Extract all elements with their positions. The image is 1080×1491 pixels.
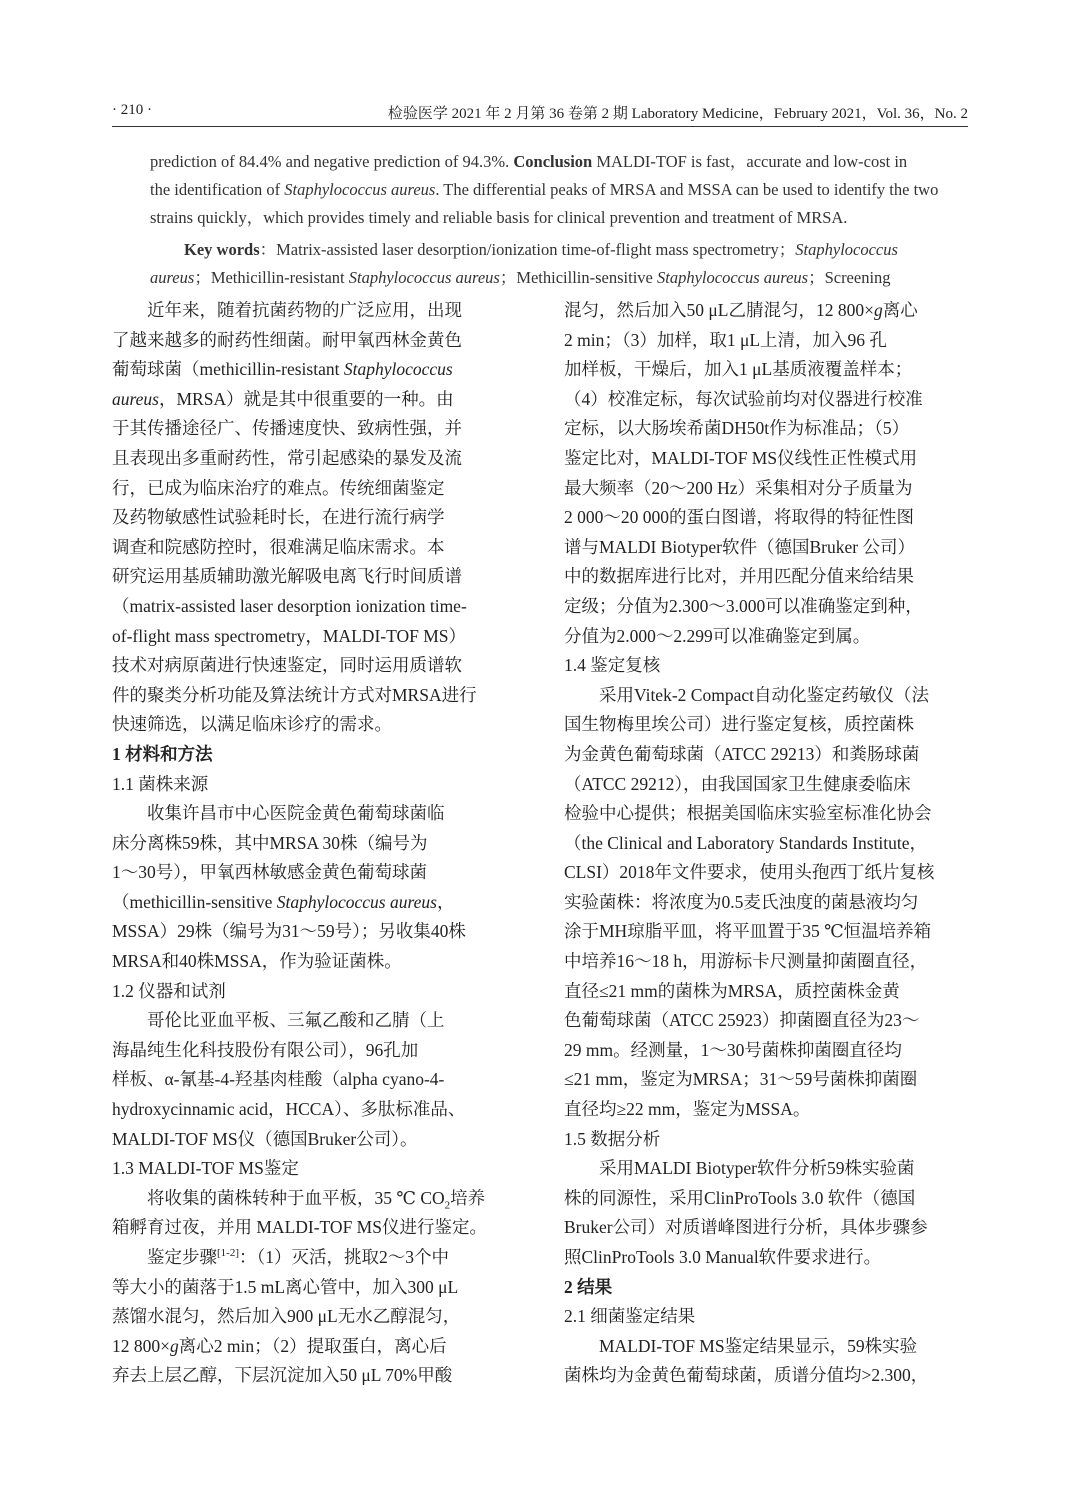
right-column — [564, 296, 969, 1391]
left-column — [112, 296, 517, 1391]
species-name: Staphylococcus — [343, 359, 453, 380]
body-line — [112, 888, 517, 918]
subsection-heading-1-5: 1.5 数据分析 — [564, 1128, 661, 1149]
section-heading-2: 2 结果 — [564, 1276, 613, 1297]
conclusion-label: Conclusion — [513, 152, 593, 171]
keywords-text: ；Screening — [808, 268, 891, 287]
body-line: 直径≤21 mm的菌株为MRSA，质控菌株金黄 — [564, 980, 900, 1001]
abstract-text: MALDI-TOF is fast，accurate and low-cost in — [592, 152, 908, 171]
intro-line: 调查和院感防控时，很难满足临床需求。本 — [112, 536, 445, 557]
body-line: CLSI）2018年文件要求，使用头孢西丁纸片复核 — [564, 862, 935, 883]
text-run: ， — [436, 891, 455, 912]
body-line: 国生物梅里埃公司）进行鉴定复核，质控菌株 — [564, 714, 914, 735]
intro-line: 且表现出多重耐药性，常引起感染的暴发及流 — [112, 447, 462, 468]
text-run: 培养 — [450, 1187, 486, 1208]
subsection-heading-1-4: 1.4 鉴定复核 — [564, 655, 661, 676]
intro-line: 于其传播途径广、传播速度快、致病性强，并 — [112, 418, 462, 439]
body-line — [112, 1332, 517, 1362]
running-header — [112, 100, 968, 127]
text-run: 葡萄球菌（methicillin-resistant — [112, 359, 344, 380]
body-line: hydroxycinnamic acid，HCCA）、多肽标准品、 — [112, 1099, 466, 1120]
body-line: MRSA和40株MSSA，作为验证菌株。 — [112, 951, 402, 972]
keywords-text: ；Methicillin-sensitive — [499, 268, 657, 287]
subscript: 2 — [444, 1199, 451, 1212]
body-line: 蒸馏水混匀，然后加入900 μL无水乙醇混匀， — [112, 1306, 461, 1327]
body-line: 中的数据库进行比对，并用匹配分值来给结果 — [564, 566, 914, 587]
body-line: 采用MALDI Biotyper软件分析59株实验菌 — [599, 1158, 915, 1179]
species-name: Staphylococcus aureus — [276, 891, 437, 912]
body-line: 定级；分值为2.300～3.000可以准确鉴定到种， — [564, 595, 923, 616]
text-run: 离心 — [882, 300, 918, 320]
body-line: 照ClinProTools 3.0 Manual软件要求进行。 — [564, 1247, 882, 1267]
body-line: MSSA）29株（编号为31～59号）；另收集40株 — [112, 921, 466, 942]
abstract-line — [150, 148, 940, 176]
body-line: 箱孵育过夜，并用 MALDI-TOF MS仪进行鉴定。 — [112, 1217, 487, 1238]
body-line: （the Clinical and Laboratory Standards Institute， — [564, 832, 928, 853]
italic-g: g — [873, 300, 883, 320]
body-line: 收集许昌市中心医院金黄色葡萄球菌临 — [147, 803, 445, 824]
intro-line — [112, 355, 517, 385]
species-name: Staphylococcus aureus — [657, 268, 809, 287]
body-line: 检验中心提供；根据美国临床实验室标准化协会 — [564, 803, 932, 824]
body-line: 加样板，干燥后，加入1 μL基质液覆盖样本； — [564, 359, 913, 380]
body-line: 样板、α-氰基-4-羟基肉桂酸（alpha cyano-4- — [112, 1069, 445, 1090]
text-run: 鉴定步骤 — [147, 1247, 217, 1267]
abstract-line: strains quickly，which provides timely and reliable basis for clinical prevention and treatment of MRSA. — [150, 208, 848, 227]
body-line: 为金黄色葡萄球菌（ATCC 29213）和粪肠球菌 — [564, 743, 920, 764]
body-line: 最大频率（20～200 Hz）采集相对分子质量为 — [564, 477, 913, 498]
keywords-text: ：Matrix-assisted laser desorption/ionization time-of-flight mass spectrometry； — [259, 240, 796, 259]
text-run: 12 800× — [112, 1335, 170, 1356]
body-line — [564, 296, 969, 326]
subsection-heading-1-3: 1.3 MALDI-TOF MS鉴定 — [112, 1158, 299, 1179]
body-line: 谱与MALDI Biotyper软件（德国Bruker 公司） — [564, 536, 915, 557]
abstract-line — [150, 176, 940, 204]
body-line: （4）校准定标，每次试验前均对仪器进行校准 — [564, 388, 923, 409]
section-heading-1: 1 材料和方法 — [112, 743, 213, 764]
body-line — [112, 1243, 517, 1273]
body-line: 29 mm。经测量，1～30号菌株抑菌圈直径均 — [564, 1039, 902, 1060]
body-line: 定标，以大肠埃希菌DH50t作为标准品；（5） — [564, 418, 910, 439]
body-line: 床分离株59株，其中MRSA 30株（编号为 — [112, 832, 428, 853]
text-run: 混匀，然后加入50 μL乙腈混匀，12 800× — [564, 300, 874, 320]
italic-g: g — [170, 1335, 179, 1356]
keywords-label: Key words — [184, 240, 260, 259]
body-line: 2 min；（3）加样，取1 μL上清，加入96 孔 — [564, 329, 887, 350]
intro-line: 了越来越多的耐药性细菌。耐甲氧西林金黄色 — [112, 329, 462, 350]
body-line: 等大小的菌落于1.5 mL离心管中，加入300 μL — [112, 1276, 459, 1297]
body-line: 弃去上层乙醇，下层沉淀加入50 μL 70%甲酸 — [112, 1365, 453, 1386]
intro-line: of-flight mass spectrometry，MALDI-TOF MS） — [112, 625, 467, 646]
body-line: ≤21 mm，鉴定为MRSA；31～59号菌株抑菌圈 — [564, 1069, 918, 1090]
abstract-text: the identification of — [150, 180, 285, 199]
body-line: 2 000～20 000的蛋白图谱，将取得的特征性图 — [564, 507, 914, 528]
subsection-heading-1-2: 1.2 仪器和试剂 — [112, 980, 226, 1001]
abstract-text: . The differential peaks of MRSA and MSSA can be used to identify the two — [435, 180, 939, 199]
species-name: Staphylococcus — [795, 240, 898, 259]
body-line: 海晶纯生化科技股份有限公司），96孔加 — [112, 1039, 419, 1060]
subsection-heading-1-1: 1.1 菌株来源 — [112, 773, 209, 794]
body-line: 菌株均为金黄色葡萄球菌，质谱分值均>2.300， — [564, 1365, 929, 1386]
text-run: ：（1）灭活，挑取2～3个中 — [239, 1247, 449, 1267]
intro-line: 件的聚类分析功能及算法统计方式对MRSA进行 — [112, 684, 477, 705]
intro-line — [112, 385, 517, 415]
intro-line: 行，已成为临床治疗的难点。传统细菌鉴定 — [112, 477, 445, 498]
body-line: 中培养16～18 h，用游标卡尺测量抑菌圈直径， — [564, 951, 928, 972]
intro-line: 研究运用基质辅助激光解吸电离飞行时间质谱 — [112, 566, 462, 587]
body-line: 哥伦比亚血平板、三氟乙酸和乙腈（上 — [147, 1010, 445, 1031]
intro-line: 技术对病原菌进行快速鉴定，同时运用质谱软 — [112, 655, 462, 676]
species-name: aureus — [150, 268, 195, 287]
journal-citation: 检验医学 2021 年 2 月第 36 卷第 2 期 Laboratory Medicine，February 2021，Vol. 36，No. 2 — [387, 106, 968, 122]
citation-ref: [1-2] — [217, 1247, 239, 1260]
body-line: 分值为2.000～2.299可以准确鉴定到属。 — [564, 625, 871, 646]
body-line: 涂于MH琼脂平皿，将平皿置于35 ℃恒温培养箱 — [564, 921, 932, 942]
body-line — [112, 1184, 517, 1214]
page-number: · 210 · — [112, 102, 152, 118]
intro-line: 快速筛选，以满足临床诊疗的需求。 — [112, 714, 392, 735]
body-line: 直径均≥22 mm，鉴定为MSSA。 — [564, 1099, 811, 1120]
text-run: （methicillin-sensitive — [112, 891, 277, 912]
intro-line: 及药物敏感性试验耗时长，在进行流行病学 — [112, 507, 445, 528]
body-line: MALDI-TOF MS鉴定结果显示，59株实验 — [599, 1335, 918, 1356]
keywords — [150, 236, 940, 264]
body-line: 株的同源性，采用ClinProTools 3.0 软件（德国 — [564, 1187, 916, 1208]
body-line: 鉴定比对，MALDI-TOF MS仪线性正性模式用 — [564, 447, 918, 468]
body-line: 实验菌株：将浓度为0.5麦氏浊度的菌悬液均匀 — [564, 891, 919, 912]
intro-line: （matrix-assisted laser desorption ionization time- — [112, 595, 467, 616]
body-line: 采用Vitek-2 Compact自动化鉴定药敏仪（法 — [599, 684, 929, 705]
text-run: 将收集的菌株转种于血平板，35 ℃ CO — [147, 1187, 445, 1208]
text-run: ，MRSA）就是其中很重要的一种。由 — [159, 388, 454, 409]
text-run: 离心2 min；（2）提取蛋白，离心后 — [178, 1335, 447, 1356]
species-name: Staphylococcus aureus — [348, 268, 500, 287]
body-line: MALDI-TOF MS仪（德国Bruker公司）。 — [112, 1128, 418, 1149]
body-line: Bruker公司）对质谱峰图进行分析，具体步骤参 — [564, 1217, 928, 1238]
species-name: aureus — [112, 388, 159, 409]
subsection-heading-2-1: 2.1 细菌鉴定结果 — [564, 1306, 696, 1327]
body-line: （ATCC 29212），由我国国家卫生健康委临床 — [564, 773, 911, 794]
abstract-block — [150, 148, 940, 292]
body-line: 1～30号），甲氧西林敏感金黄色葡萄球菌 — [112, 862, 427, 883]
body-line: 色葡萄球菌（ATCC 25923）抑菌圈直径为23～ — [564, 1010, 920, 1031]
species-name: Staphylococcus aureus — [284, 180, 436, 199]
keywords-continued — [150, 264, 940, 292]
intro-line: 近年来，随着抗菌药物的广泛应用，出现 — [147, 300, 462, 320]
keywords-text: ；Methicillin-resistant — [194, 268, 349, 287]
abstract-text: prediction of 84.4% and negative prediction of 94.3%. — [150, 152, 514, 171]
